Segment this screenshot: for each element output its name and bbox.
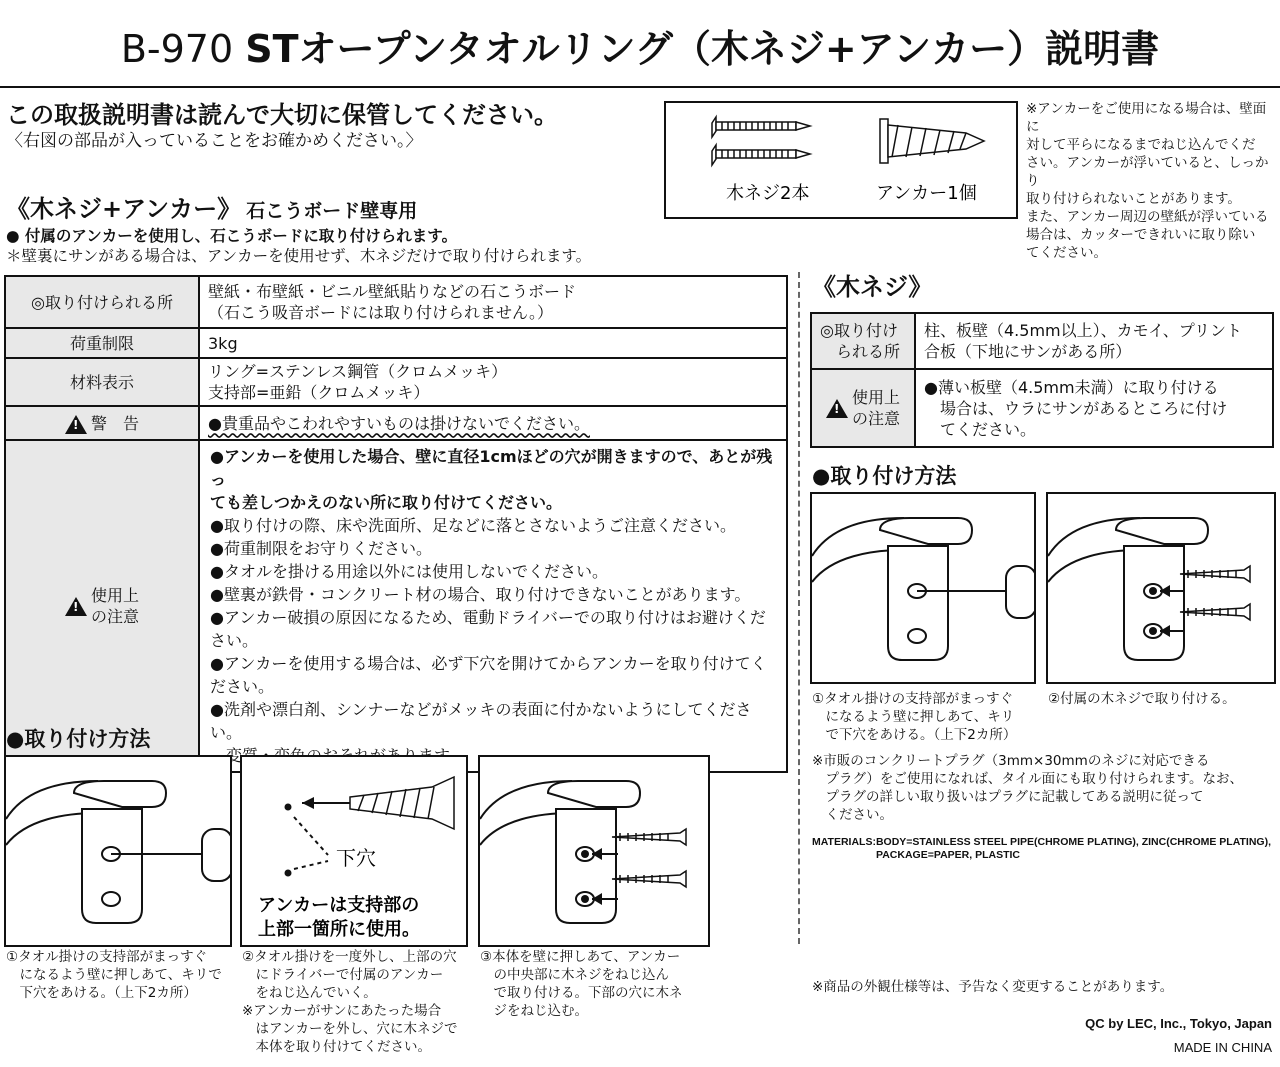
screw-icon [612, 829, 686, 845]
wood-mount-label-line: られる所 [820, 342, 901, 361]
screw-icon [612, 871, 686, 887]
load-value: 3kg [199, 328, 787, 358]
pilot-hole-label: 下穴 [336, 846, 376, 870]
bracket-drill-illustration [812, 494, 1034, 682]
caution-item: ●荷重制限をお守りください。 [210, 539, 432, 558]
anchor-note-line: さい。アンカーが浮いていると、しっかり [1026, 155, 1269, 189]
warning-icon [826, 399, 848, 418]
step-caption-2 [242, 948, 474, 1056]
wood-step-caption-2: ②付属の木ネジで取り付ける。 [1048, 691, 1236, 707]
caution-item: ●取り付けの際、床や洗面所、足などに落とさないようご注意ください。 [210, 516, 736, 535]
caption-line: ①タオル掛けの支持部がまっすぐ [6, 949, 208, 965]
wood-figure-1 [810, 492, 1036, 684]
caption-line: の中央部に木ネジをねじ込ん [480, 967, 669, 983]
parts-box [664, 101, 1018, 219]
plug-note-line: ください。 [812, 807, 893, 823]
anchor-note-line: 取り付けられないことがあります。 [1026, 191, 1241, 207]
title-rule [0, 86, 1280, 88]
install-heading-left: ●取り付け方法 [6, 727, 151, 751]
warning-icon [65, 415, 87, 434]
step-caption-3 [480, 948, 712, 1020]
intro-line-1: この取扱説明書は読んで大切に保管してください。 [6, 101, 558, 129]
bracket-drill-illustration [6, 757, 230, 945]
anchor-bullet: ● 付属のアンカーを使用し、石こうボードに取り付けられます。 [6, 227, 458, 245]
anchor-note-line: また、アンカー周辺の壁紙が浮いている [1026, 209, 1269, 225]
caution-bold-line: ても差しつかえのない所に取り付けてください。 [210, 493, 563, 512]
company-name: QC by LEC, Inc., Tokyo, Japan [1085, 1016, 1272, 1031]
anchor-icon [880, 119, 984, 163]
wood-step-caption-1 [812, 690, 1044, 744]
anchor-insert-illustration [242, 757, 466, 945]
caption-line: 下穴をあける。（上下2カ所） [6, 985, 197, 1001]
product-code: B-970 [120, 27, 234, 71]
warning-icon [65, 597, 87, 616]
anchor-note-line: 場合は、カッターできれいに取り除い [1026, 227, 1256, 243]
warning-label-cell [5, 406, 199, 440]
caution-item: ●洗剤や漂白剤、シンナーなどがメッキの表面に付かないようにしてください。 [210, 700, 752, 742]
caption-line: になるよう壁に押しあて、キリで [6, 967, 222, 983]
caption-line: ※アンカーがサンにあたった場合 [242, 1003, 442, 1019]
anchor-note-line: 対して平らになるまでねじ込んでくだ [1026, 137, 1256, 153]
caption-line: 本体を取り付けてください。 [242, 1039, 431, 1055]
materials-text [812, 836, 1278, 862]
spec-table [4, 275, 788, 773]
bracket-screw-illustration [1048, 494, 1274, 682]
wood-spec-table [810, 312, 1274, 448]
anchor-heading-sub: 石こうボード壁専用 [246, 200, 418, 222]
fig2-caption-line: アンカーは支持部の [258, 895, 420, 916]
warning-value: ●貴重品やこわれやすいものは掛けないでください。 [208, 413, 590, 433]
step-caption-1 [6, 948, 236, 1002]
install-figure-1 [4, 755, 232, 947]
screw-icon [1180, 566, 1250, 582]
anchor-note-line: てください。 [1026, 245, 1107, 261]
screws-label: 木ネジ2本 [726, 183, 810, 204]
install-figure-3 [478, 755, 710, 947]
mount-value-line: 壁紙・布壁紙・ビニル壁紙貼りなどの石こうボード [208, 282, 577, 301]
plug-note-line: ※市販のコンクリートプラグ（3mm×30mmのネジに対応できる [812, 753, 1210, 769]
material-value-line: リング=ステンレス鋼管（クロムメッキ） [208, 362, 508, 381]
anchor-note [1026, 100, 1278, 262]
plug-note-line: プラグ）をご使用になれば、タイル面にも取り付けられます。なお、 [812, 771, 1244, 787]
column-divider [798, 272, 800, 944]
caution-item: ●壁裏が鉄骨・コンクリート材の場合、取り付けできないことがあります。 [210, 585, 751, 604]
wood-mount-value-line: 柱、板壁（4.5mm以上）、カモイ、プリント [924, 321, 1243, 340]
install-heading-right: ●取り付け方法 [812, 464, 957, 488]
caption-line: になるよう壁に押しあて、キリ [812, 709, 1015, 725]
caption-line: はアンカーを外し、穴に木ネジで [242, 1021, 458, 1037]
country-of-origin: MADE IN CHINA [1173, 1040, 1272, 1055]
anchor-label: アンカー1個 [876, 183, 977, 204]
screw-icon [712, 117, 810, 137]
anchor-note-line: ※アンカーをご使用になる場合は、壁面に [1026, 101, 1267, 135]
wood-caution-label-cell [811, 369, 915, 447]
caption-line: ジをねじ込む。 [480, 1003, 588, 1019]
caption-line: ①タオル掛けの支持部がまっすぐ [812, 691, 1014, 707]
caution-bold-line: ●アンカーを使用した場合、壁に直径1cmほどの穴が開きますので、あとが残っ [210, 447, 773, 489]
wood-caution-line: 場合は、ウラにサンがあるところに付け [924, 398, 1228, 418]
caption-line: ②タオル掛けを一度外し、上部の穴 [242, 949, 457, 965]
product-name: STオープンタオルリング（木ネジ+アンカー）説明書 [245, 27, 1160, 71]
wood-section-heading: 《木ネジ》 [812, 273, 933, 301]
caption-line: にドライバーで付属のアンカー [242, 967, 444, 983]
wood-caution-line: てください。 [924, 419, 1037, 439]
caution-item: ●タオルを掛ける用途以外には使用しないでください。 [210, 562, 608, 581]
caution-item: ●アンカーを使用する場合は、必ず下穴を開けてからアンカーを取り付けてください。 [210, 654, 767, 696]
wood-mount-value-line: 合板（下地にサンがある所） [924, 342, 1132, 361]
mount-value-line: （石こう吸音ボードには取り付けられません。） [208, 303, 553, 322]
install-figure-2 [240, 755, 468, 947]
materials-line: PACKAGE=PAPER, PLASTIC [876, 849, 1021, 861]
screw-icon [712, 145, 810, 165]
anchor-note-stud: ＊壁裏にサンがある場合は、アンカーを使用せず、木ネジだけで取り付けられます。 [6, 247, 592, 265]
screw-icon [1180, 604, 1250, 620]
anchor-heading-text: 《木ネジ+アンカー》 [6, 195, 242, 223]
document-title [0, 26, 1280, 72]
material-value-line: 支持部=亜鉛（クロムメッキ） [208, 383, 430, 402]
mount-label: ◎取り付けられる所 [5, 276, 199, 328]
load-label: 荷重制限 [5, 328, 199, 358]
caution-list [210, 445, 776, 767]
fig2-caption-line: 上部一箇所に使用。 [258, 919, 420, 940]
bracket-screw-illustration [480, 757, 708, 945]
caption-line: で下穴をあける。（上下2カ所） [812, 727, 1017, 743]
caution-label-line: 使用上 [90, 586, 139, 605]
wood-caution-label-line: 使用上 [851, 388, 900, 407]
plug-note-line: プラグの詳しい取り扱いはプラグに記載してある説明に従って [812, 789, 1204, 805]
caption-line: ③本体を壁に押しあて、アンカー [480, 949, 681, 965]
wood-mount-label-line: ◎取り付け [820, 321, 898, 340]
anchor-section-heading [6, 194, 417, 224]
caption-line: で取り付ける。下部の穴に木ネ [480, 985, 683, 1001]
caution-label-line: の注意 [90, 607, 139, 626]
parts-illustration [666, 103, 1016, 217]
intro-line-2: 〈右図の部品が入っていることをお確かめください。〉 [6, 131, 423, 151]
wood-figure-2 [1046, 492, 1276, 684]
caution-item: ●アンカー破損の原因になるため、電動ドライバーでの取り付けはお避けください。 [210, 608, 766, 650]
wood-caution-line: ●薄い板壁（4.5mm未満）に取り付ける [924, 377, 1219, 397]
plug-note [812, 752, 1278, 824]
material-label: 材料表示 [5, 358, 199, 406]
anchor-icon [350, 777, 454, 829]
materials-line: MATERIALS:BODY=STAINLESS STEEL PIPE(CHROME PLATING), ZINC(CHROME PLATING), [812, 836, 1271, 848]
wood-caution-label-line: の注意 [851, 409, 900, 428]
spec-change-notice: ※商品の外観仕様等は、予告なく変更することがあります。 [812, 979, 1174, 995]
caption-line: をねじ込んでいく。 [242, 985, 377, 1001]
warning-label: 警 告 [90, 413, 139, 433]
